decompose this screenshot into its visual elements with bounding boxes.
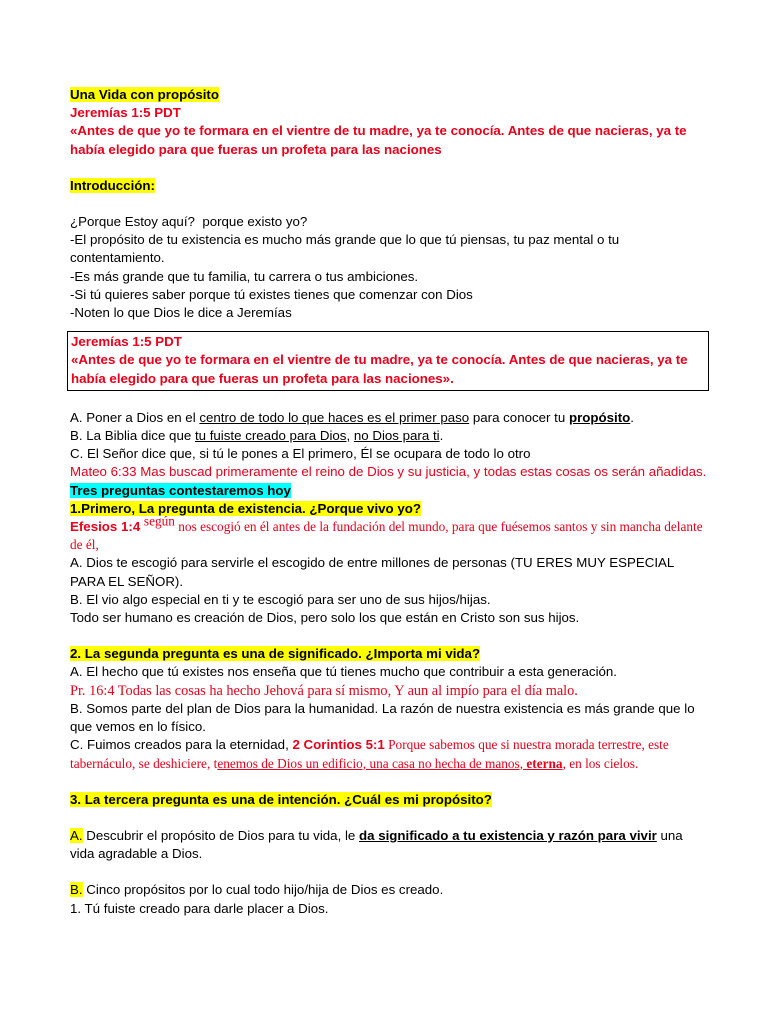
question-1-heading: 1.Primero, La pregunta de existencia. ¿Porque vivo yo? <box>70 500 421 516</box>
q2-point-c: C. Fuimos creados para la eternidad, 2 Corintios 5:1 Porque sabemos que si nuestra morada terrestre, este tabernáculo, se deshiciere, tenemos de Dios un edificio, una casa no hecha de manos, eterna, en los cielos. <box>70 737 669 771</box>
intro-line: -El propósito de tu existencia es mucho más grande que lo que tú piensas, tu paz mental o tu contentamiento. <box>70 232 620 266</box>
scripture-box <box>67 331 709 391</box>
scripture-quote: «Antes de que yo te formara en el vientre de tu madre, ya te conocía. Antes de que nacieras, ya te había elegido para que fueras un profeta para las naciones <box>70 123 687 157</box>
efesios-verse: Efesios 1:4 $^{según}$ nos escogió en él antes de la fundación del mundo, para que fuésemos santos y sin mancha delante de él, <box>70 513 703 553</box>
point-c: C. El Señor dice que, si tú le pones a El primero, Él se ocupara de todo lo otro <box>70 446 531 462</box>
q1-point-c: Todo ser humano es creación de Dios, pero solo los que están en Cristo son sus hijos. <box>70 610 580 626</box>
q2-point-b: B. Somos parte del plan de Dios para la humanidad. La razón de nuestra existencia es más grande que lo que vemos en lo físico. <box>70 700 695 735</box>
document-title: Una Vida con propósito <box>70 87 219 102</box>
q2-point-a: A. El hecho que tú existes nos enseña que tú tienes mucho que contribuir a esta generación. <box>70 664 618 680</box>
proverbs-verse: Pr. 16:4 Todas las cosas ha hecho Jehová para sí mismo, Y aun al impío para el día malo. <box>70 682 578 699</box>
q1-point-b: B. El vio algo especial en ti y te escogió para ser uno de sus hijos/hijas. <box>70 591 491 607</box>
section-heading-tres: Tres preguntas contestaremos hoy <box>70 482 291 498</box>
point-b: B. La Biblia dice que tu fuiste creado para Dios, no Dios para ti. <box>70 428 444 444</box>
q3-item-1: 1. Tú fuiste creado para darle placer a Dios. <box>70 900 329 916</box>
intro-heading: Introducción: <box>70 177 155 193</box>
intro-line: -Es más grande que tu familia, tu carrera o tus ambiciones. <box>70 268 419 284</box>
q3-point-a: A. Descubrir el propósito de Dios para tu vida, le da significado a tu existencia y razón para vivir una vida agradable a Dios. <box>70 827 683 862</box>
q1-point-a: A. Dios te escogió para servirle el escogido de entre millones de personas (TU ERES MUY ESPECIAL PARA EL SEÑOR). <box>70 555 674 589</box>
intro-line: -Si tú quieres saber porque tú existes tienes que comenzar con Dios <box>70 286 473 302</box>
document-body <box>70 86 710 918</box>
q3-point-b: B. Cinco propósitos por lo cual todo hijo/hija de Dios es creado. <box>70 882 444 898</box>
scripture-reference: Jeremías 1:5 PDT <box>70 105 181 121</box>
box-reference: Jeremías 1:5 PDT <box>71 334 182 350</box>
intro-line: -Noten lo que Dios le dice a Jeremías <box>70 305 292 321</box>
question-2-heading: 2. La segunda pregunta es una de significado. ¿Importa mi vida? <box>70 646 481 662</box>
box-quote: «Antes de que yo te formara en el vientre de tu madre, ya te conocía. Antes de que nacieras, ya te había elegido para que fueras un profeta para las naciones». <box>71 352 688 386</box>
mateo-verse: Mateo 6:33 Mas buscad primeramente el reino de Dios y su justicia, y todas estas cosas os serán añadidas. <box>70 464 707 480</box>
intro-question: ¿Porque Estoy aquí? porque existo yo? <box>70 214 308 230</box>
question-3-heading: 3. La tercera pregunta es una de intención. ¿Cuál es mi propósito? <box>70 791 492 807</box>
point-a: A. Poner a Dios en el centro de todo lo que haces es el primer paso para conocer tu propósito. <box>70 409 634 425</box>
